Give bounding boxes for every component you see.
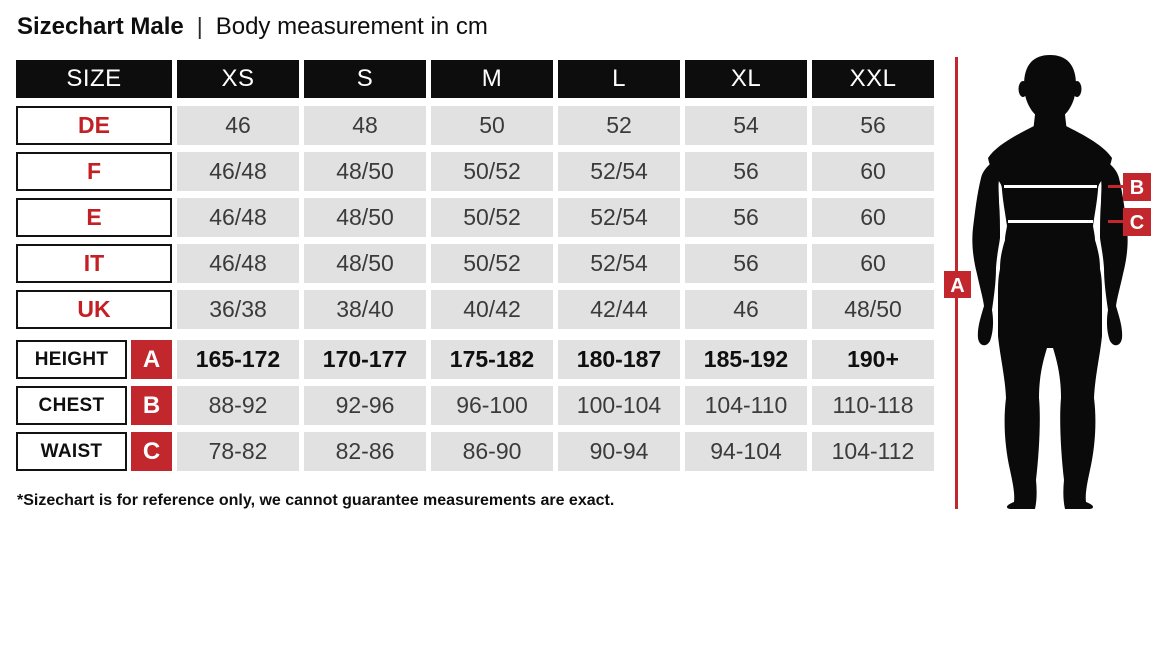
chest-cell: 96-100 bbox=[431, 386, 553, 425]
waist-cell: 94-104 bbox=[685, 432, 807, 471]
size-cell: 56 bbox=[685, 198, 807, 237]
waist-cell: 86-90 bbox=[431, 432, 553, 471]
row-label-it: IT bbox=[16, 244, 172, 283]
size-row-uk bbox=[16, 290, 934, 329]
size-cell: 48/50 bbox=[304, 152, 426, 191]
size-cell: 50 bbox=[431, 106, 553, 145]
size-cell: 56 bbox=[812, 106, 934, 145]
waist-cell: 78-82 bbox=[177, 432, 299, 471]
size-cell: 52 bbox=[558, 106, 680, 145]
row-label-de: DE bbox=[16, 106, 172, 145]
marker-a-badge-figure bbox=[944, 271, 971, 298]
size-cell: 50/52 bbox=[431, 152, 553, 191]
left-ear bbox=[1019, 81, 1028, 97]
size-cell: 52/54 bbox=[558, 152, 680, 191]
right-ear bbox=[1073, 81, 1082, 97]
size-row-de bbox=[16, 106, 934, 145]
size-header-cell: SIZE bbox=[16, 60, 172, 98]
title-subtitle: Body measurement in cm bbox=[215, 13, 488, 40]
waist-cell: 104-112 bbox=[812, 432, 934, 471]
size-row-f bbox=[16, 152, 934, 191]
size-cell: 48/50 bbox=[304, 244, 426, 283]
height-cell: 170-177 bbox=[304, 340, 426, 379]
table-header-row bbox=[16, 60, 934, 98]
height-cell: 180-187 bbox=[558, 340, 680, 379]
svg-text:A: A bbox=[950, 275, 965, 297]
size-cell: 54 bbox=[685, 106, 807, 145]
male-silhouette bbox=[972, 55, 1127, 509]
size-cell: 60 bbox=[812, 198, 934, 237]
size-cell: 56 bbox=[685, 244, 807, 283]
size-cell: 46/48 bbox=[177, 152, 299, 191]
size-cell: 46/48 bbox=[177, 244, 299, 283]
size-cell: 46 bbox=[177, 106, 299, 145]
waist-cell: 90-94 bbox=[558, 432, 680, 471]
height-label-group bbox=[16, 340, 172, 379]
size-cell: 38/40 bbox=[304, 290, 426, 329]
column-header-xs: XS bbox=[177, 60, 299, 98]
measure-row-waist bbox=[16, 432, 934, 471]
page-title bbox=[17, 13, 488, 42]
height-cell: 190+ bbox=[812, 340, 934, 379]
size-row-e bbox=[16, 198, 934, 237]
marker-c-connector bbox=[1108, 220, 1124, 223]
column-header-l: L bbox=[558, 60, 680, 98]
column-header-xl: XL bbox=[685, 60, 807, 98]
size-cell: 50/52 bbox=[431, 198, 553, 237]
chest-label-group bbox=[16, 386, 172, 425]
size-cell: 60 bbox=[812, 152, 934, 191]
size-cell: 42/44 bbox=[558, 290, 680, 329]
waist-cell: 82-86 bbox=[304, 432, 426, 471]
size-cell: 52/54 bbox=[558, 244, 680, 283]
waist-line bbox=[1008, 220, 1093, 223]
size-cell: 50/52 bbox=[431, 244, 553, 283]
title-separator: | bbox=[196, 13, 203, 39]
row-label-e: E bbox=[16, 198, 172, 237]
marker-b-connector bbox=[1108, 185, 1124, 188]
size-cell: 46 bbox=[685, 290, 807, 329]
size-cell: 48/50 bbox=[812, 290, 934, 329]
size-cell: 60 bbox=[812, 244, 934, 283]
size-cell: 52/54 bbox=[558, 198, 680, 237]
footnote: *Sizechart is for reference only, we cannot guarantee measurements are exact. bbox=[17, 492, 615, 509]
row-label-height: HEIGHT bbox=[16, 340, 127, 379]
row-label-waist: WAIST bbox=[16, 432, 127, 471]
waist-label-group bbox=[16, 432, 172, 471]
chest-cell: 104-110 bbox=[685, 386, 807, 425]
height-cell: 165-172 bbox=[177, 340, 299, 379]
height-cell: 185-192 bbox=[685, 340, 807, 379]
column-header-m: M bbox=[431, 60, 553, 98]
size-row-it bbox=[16, 244, 934, 283]
size-cell: 36/38 bbox=[177, 290, 299, 329]
chest-cell: 110-118 bbox=[812, 386, 934, 425]
size-cell: 48 bbox=[304, 106, 426, 145]
chest-cell: 92-96 bbox=[304, 386, 426, 425]
measure-row-height bbox=[16, 340, 934, 379]
svg-text:B: B bbox=[1129, 177, 1145, 199]
marker-a-badge: A bbox=[131, 340, 172, 379]
sizechart-table bbox=[16, 60, 934, 478]
height-cell: 175-182 bbox=[431, 340, 553, 379]
chest-cell: 88-92 bbox=[177, 386, 299, 425]
chest-cell: 100-104 bbox=[558, 386, 680, 425]
row-label-chest: CHEST bbox=[16, 386, 127, 425]
row-label-uk: UK bbox=[16, 290, 172, 329]
column-header-xxl: XXL bbox=[812, 60, 934, 98]
marker-c-badge: C bbox=[131, 432, 172, 471]
measure-row-chest bbox=[16, 386, 934, 425]
size-cell: 56 bbox=[685, 152, 807, 191]
torso-and-legs bbox=[988, 126, 1112, 509]
chest-line bbox=[1004, 185, 1097, 188]
row-label-f: F bbox=[16, 152, 172, 191]
marker-b-badge: B bbox=[131, 386, 172, 425]
svg-text:C: C bbox=[1129, 212, 1145, 234]
size-cell: 46/48 bbox=[177, 198, 299, 237]
column-header-s: S bbox=[304, 60, 426, 98]
size-cell: 48/50 bbox=[304, 198, 426, 237]
size-cell: 40/42 bbox=[431, 290, 553, 329]
body-measurement-figure bbox=[944, 54, 1162, 516]
title-main: Sizechart Male bbox=[17, 13, 184, 40]
